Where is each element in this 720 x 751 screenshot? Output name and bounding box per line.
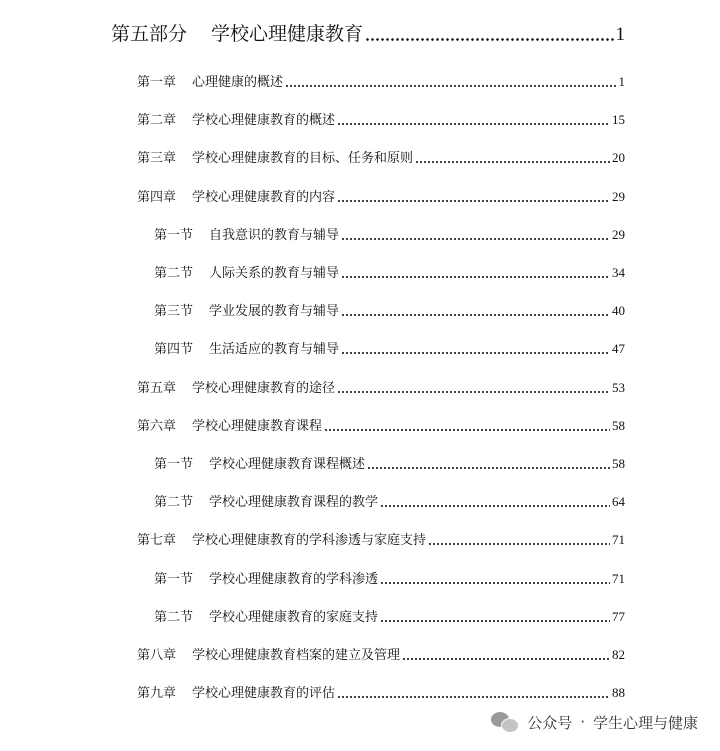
entry-number: 第三章 [137,151,177,166]
entry-number: 第三节 [154,304,194,319]
entry-title: 学校心理健康教育的家庭支持 [209,610,379,625]
toc-section-entry [154,261,625,281]
watermark [491,708,698,736]
entry-title: 学校心理健康教育课程 [192,419,323,434]
entry-page-number: 15 [612,112,625,127]
dot-leader [428,543,610,545]
entry-title: 学校心理健康教育的目标、任务和原则 [192,151,414,166]
entry-title: 学校心理健康教育的内容 [192,190,336,205]
entry-page-number: 71 [612,532,625,547]
entry-number: 第五章 [137,381,177,396]
entry-title: 学校心理健康教育的学科渗透 [209,572,379,587]
entry-page-number: 88 [612,685,625,700]
toc-section-entry [154,605,625,625]
dot-leader [380,505,610,507]
entry-number: 第二节 [154,266,194,281]
toc-chapter-entry [137,414,625,434]
entry-title: 学校心理健康教育档案的建立及管理 [192,648,401,663]
dot-leader [324,429,610,431]
entry-page-number: 82 [612,647,625,662]
dot-leader [365,38,613,41]
dot-leader [341,238,610,240]
entry-number: 第一节 [154,572,194,587]
entry-number: 第一节 [154,457,194,472]
toc-chapter-entry [137,376,625,396]
entry-title: 生活适应的教育与辅导 [209,342,340,357]
entry-title: 人际关系的教育与辅导 [209,266,340,281]
entry-page-number: 20 [612,150,625,165]
entry-page-number: 58 [612,456,625,471]
dot-leader [380,582,610,584]
watermark-account: 学生心理与健康 [592,713,698,732]
toc-section-entry [154,299,625,319]
entry-title: 学校心理健康教育课程概述 [209,457,366,472]
part-number: 第五部分 [111,23,188,45]
entry-page-number: 1 [618,74,625,89]
entry-title: 学校心理健康教育的评估 [192,686,336,701]
dot-leader [337,696,610,698]
entry-number: 第六章 [137,419,177,434]
entry-title: 学校心理健康教育的概述 [192,113,336,128]
entry-number: 第一章 [137,75,177,90]
entry-number: 第八章 [137,648,177,663]
dot-leader [285,85,616,87]
entry-title: 自我意识的教育与辅导 [209,228,340,243]
entry-title: 学校心理健康教育的途径 [192,381,336,396]
entry-page-number: 47 [612,341,625,356]
entry-page-number: 71 [612,571,625,586]
dot-leader [380,620,610,622]
entry-page-number: 40 [612,303,625,318]
dot-leader [337,200,610,202]
wechat-icon [491,711,519,733]
toc-section-entry [154,223,625,243]
toc-chapter-entry [137,681,625,701]
part-title: 学校心理健康教育 [211,23,364,45]
entry-number: 第二节 [154,610,194,625]
entry-page-number: 58 [612,418,625,433]
entry-number: 第九章 [137,686,177,701]
dot-leader [367,467,610,469]
entry-page-number: 64 [612,494,625,509]
toc-section-entry [154,490,625,510]
toc-section-entry [154,567,625,587]
toc-chapter-entry [137,70,625,90]
entry-number: 第七章 [137,533,177,548]
toc-section-entry [154,337,625,357]
toc-chapter-entry [137,146,625,166]
watermark-separator: · [580,713,585,731]
entry-title: 学校心理健康教育课程的教学 [209,495,379,510]
toc-chapter-entry [137,185,625,205]
toc-chapter-entry [137,528,625,548]
entry-number: 第四节 [154,342,194,357]
entry-page-number: 29 [612,189,625,204]
toc-chapter-entry [137,108,625,128]
entry-page-number: 77 [612,609,625,624]
entry-number: 第二章 [137,113,177,128]
entry-page-number: 34 [612,265,625,280]
entry-title: 学校心理健康教育的学科渗透与家庭支持 [192,533,427,548]
dot-leader [337,391,610,393]
dot-leader [341,352,610,354]
toc-section-entry [154,452,625,472]
entry-page-number: 29 [612,227,625,242]
part-heading [111,20,625,46]
entry-number: 第一节 [154,228,194,243]
watermark-label: 公众号 [527,713,573,732]
entry-number: 第四章 [137,190,177,205]
part-page-number: 1 [615,24,625,45]
dot-leader [341,314,610,316]
dot-leader [415,161,610,163]
dot-leader [402,658,610,660]
dot-leader [341,276,610,278]
entry-title: 心理健康的概述 [192,75,284,90]
dot-leader [337,123,610,125]
entry-page-number: 53 [612,380,625,395]
entry-title: 学业发展的教育与辅导 [209,304,340,319]
toc-chapter-entry [137,643,625,663]
entry-number: 第二节 [154,495,194,510]
